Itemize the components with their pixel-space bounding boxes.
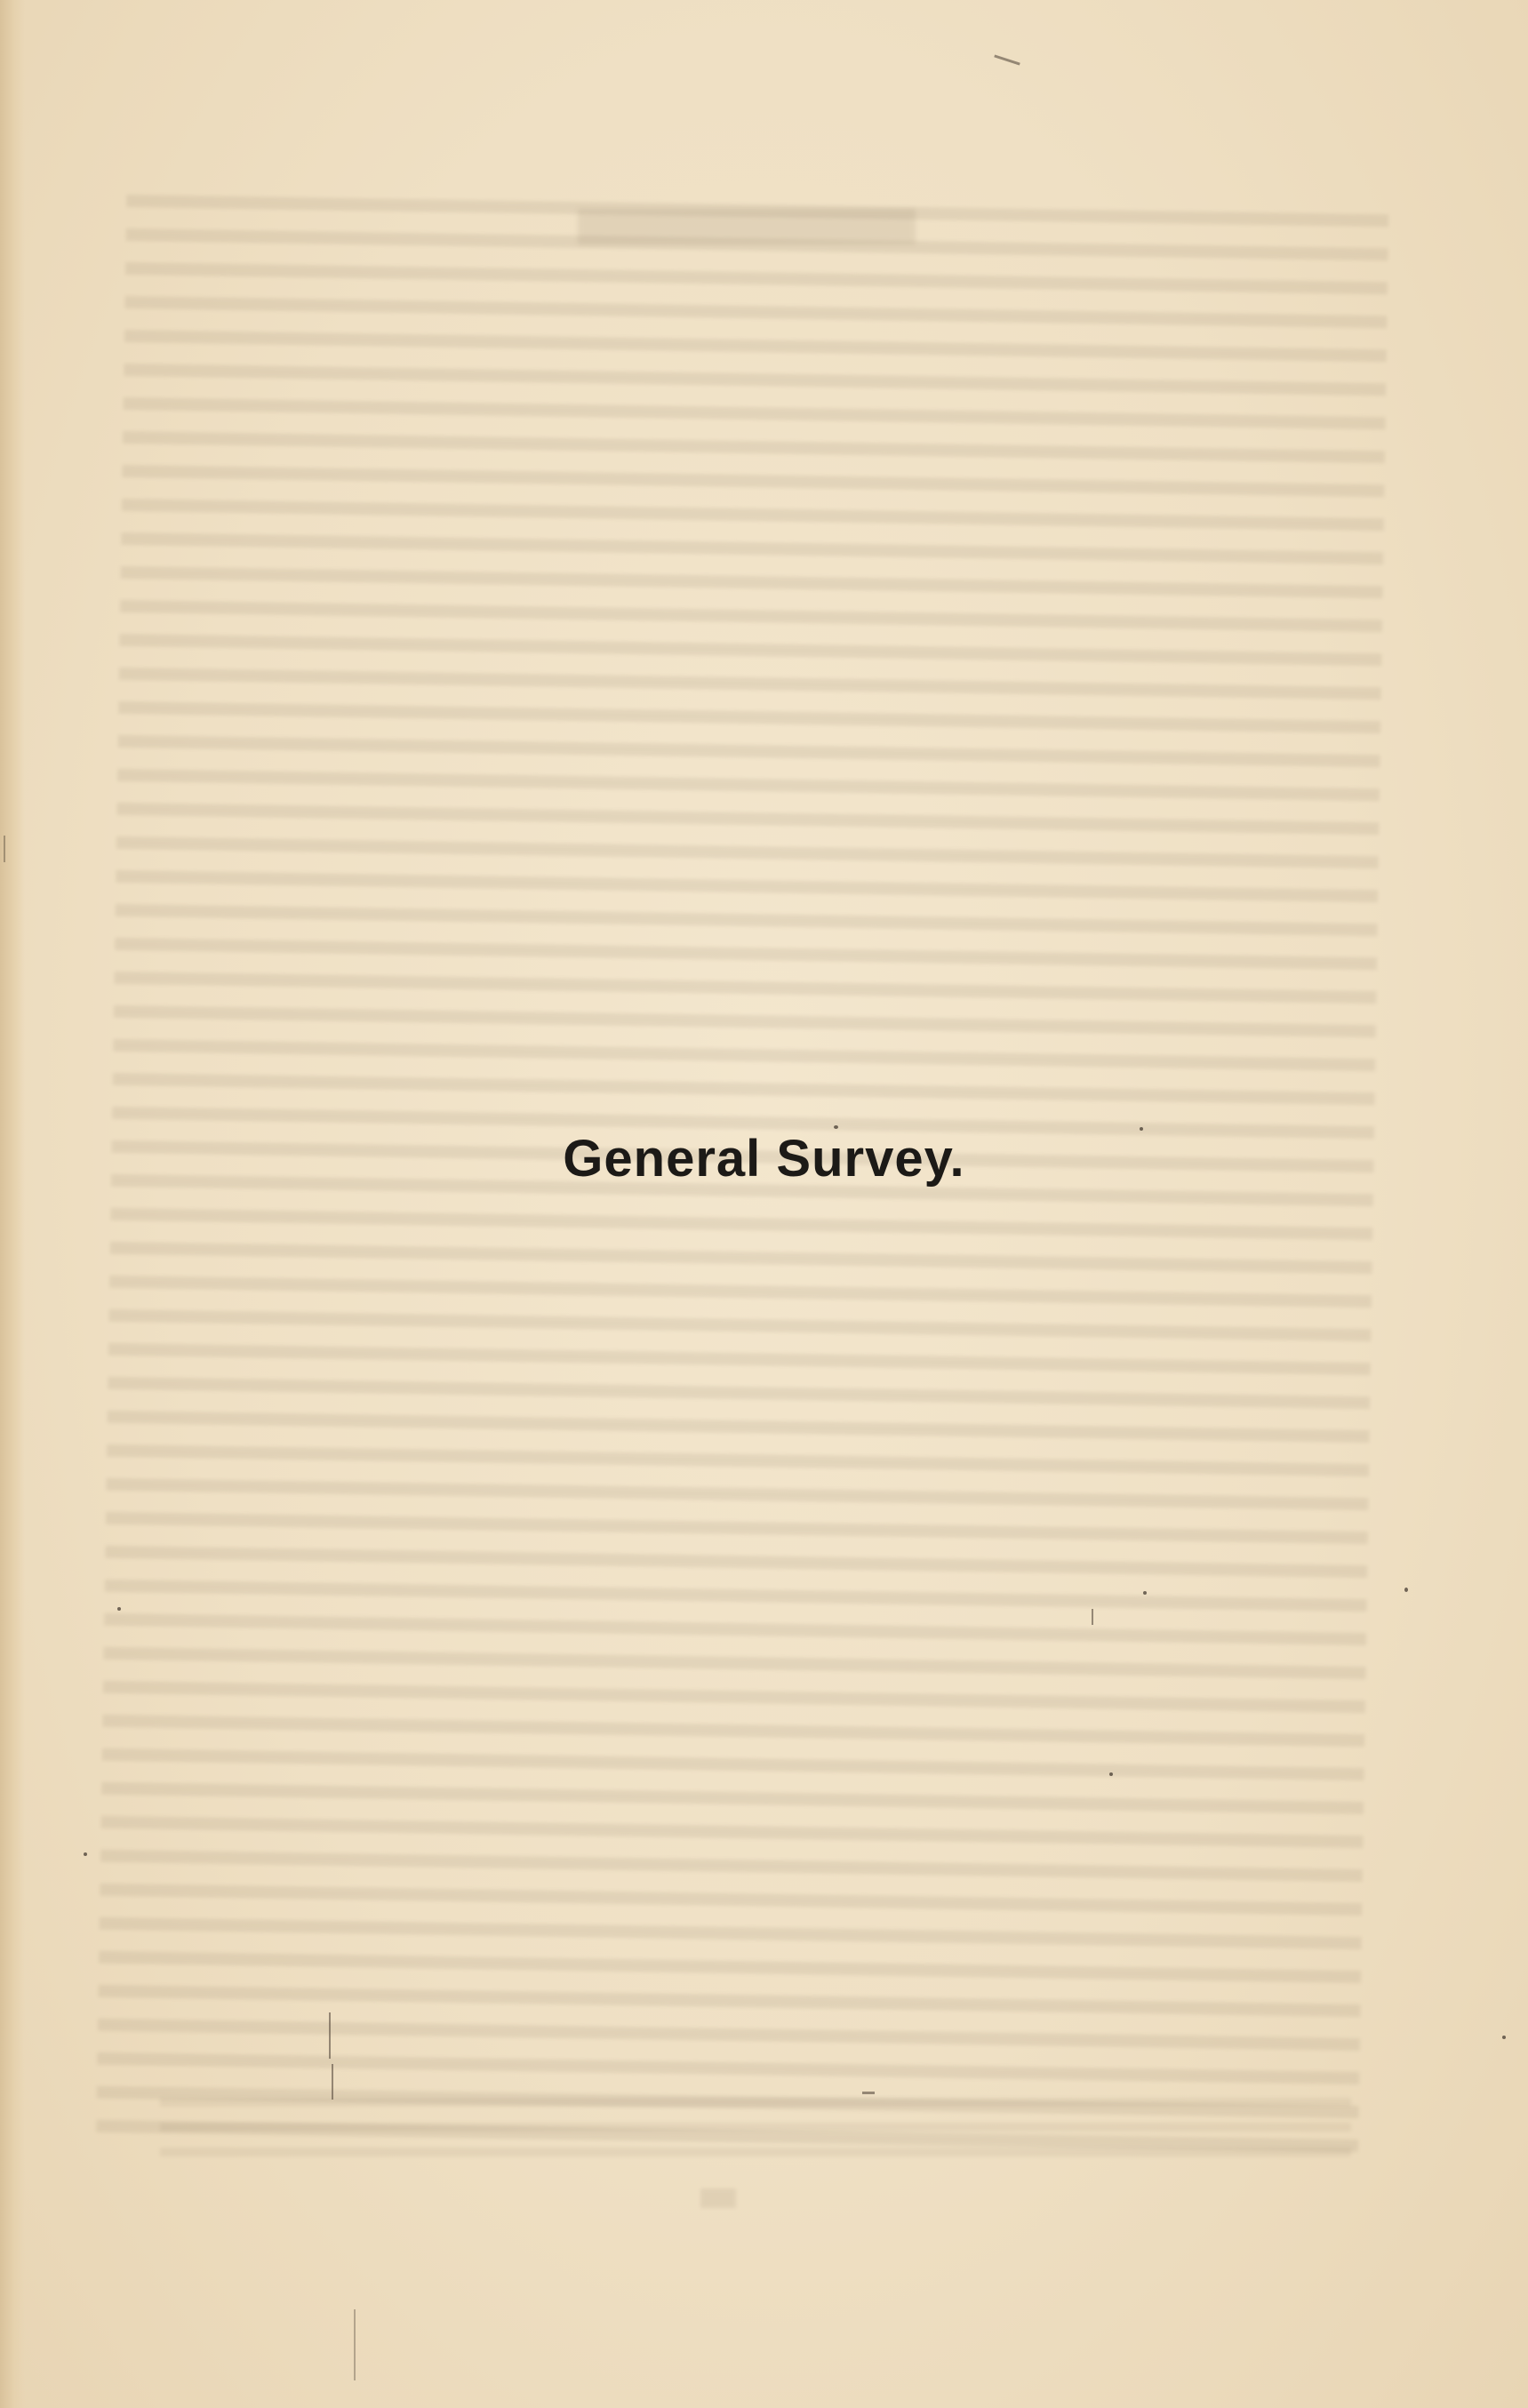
scan-mark: [4, 836, 5, 862]
binding-shadow: [0, 0, 25, 2408]
scan-mark: [332, 2064, 333, 2100]
page-title: General Survey.: [563, 1130, 965, 1188]
scan-speck: [1140, 1127, 1143, 1131]
scan-speck: [1502, 2036, 1506, 2039]
scan-speck: [1109, 1772, 1113, 1776]
scan-speck: [1143, 1591, 1147, 1595]
scan-mark: [862, 2092, 875, 2094]
scan-mark: [329, 2012, 331, 2059]
scan-mark: [994, 54, 1020, 65]
show-through-page-number: [700, 2188, 736, 2208]
scan-mark: [354, 2309, 356, 2380]
scan-speck: [117, 1607, 121, 1611]
scan-speck: [834, 1125, 838, 1129]
scan-speck: [84, 1852, 87, 1856]
show-through-footnote: [160, 2098, 1351, 2169]
scan-mark: [1092, 1609, 1093, 1625]
scan-speck: [1404, 1588, 1408, 1592]
